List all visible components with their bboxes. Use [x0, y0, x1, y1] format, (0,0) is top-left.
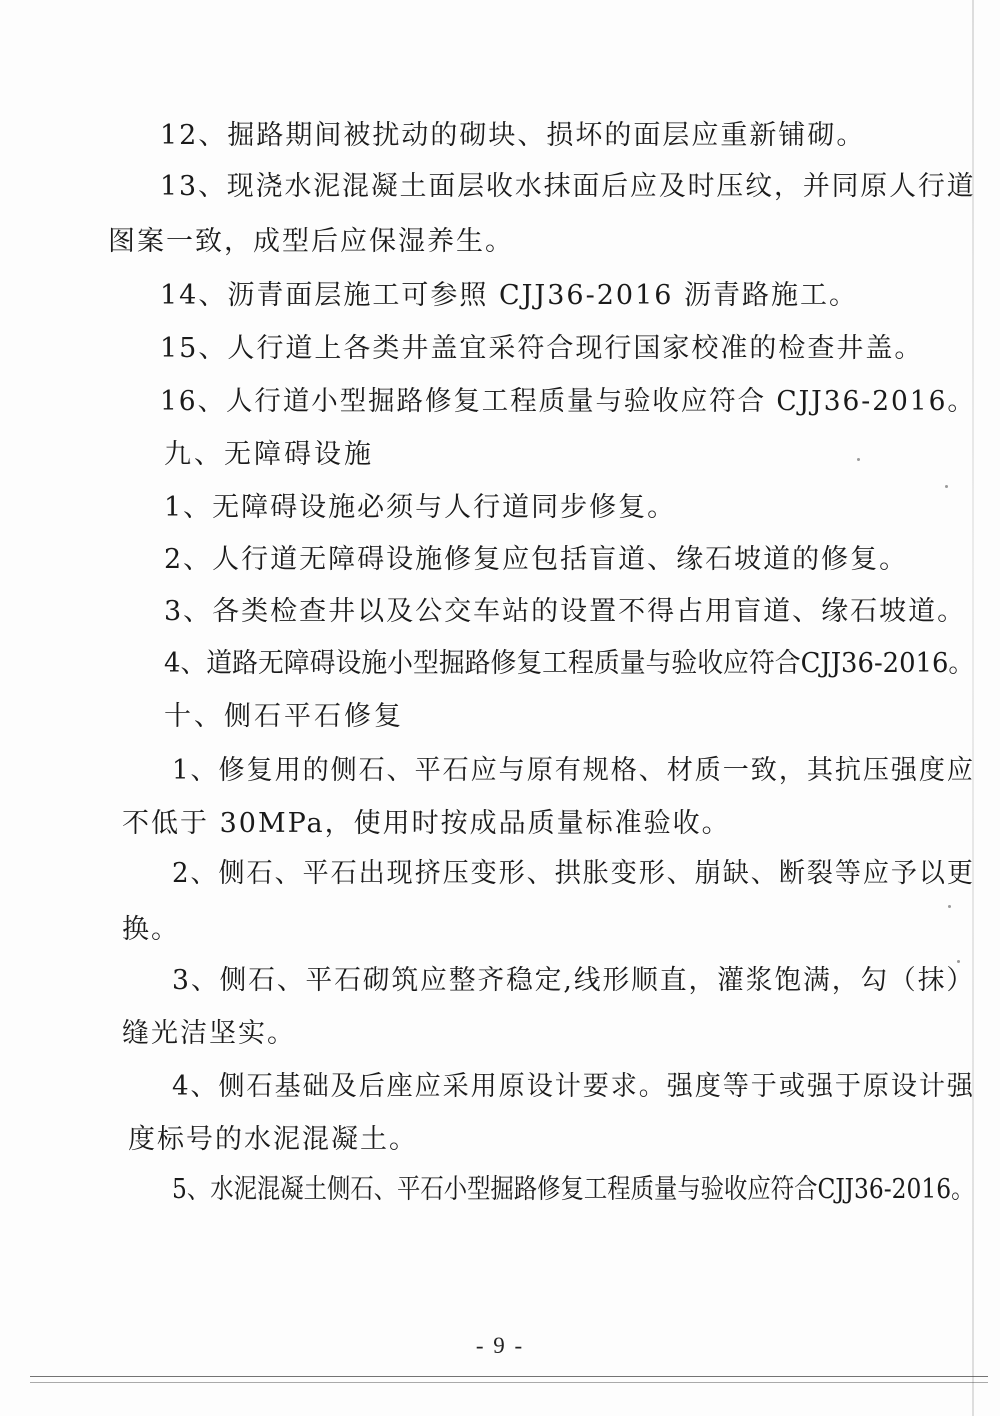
text-line: 图案一致，成型后应保湿养生。	[108, 226, 514, 257]
text-line: 15、人行道上各类井盖宜采符合现行国家校准的检查井盖。	[160, 333, 924, 364]
text-line: 1、修复用的侧石、平石应与原有规格、材质一致，其抗压强度应	[172, 755, 975, 786]
text-line: 5、水泥混凝土侧石、平石小型掘路修复工程质量与验收应符合CJJ36-2016。	[172, 1174, 975, 1205]
text-line: 换。	[122, 914, 180, 945]
text-line: 12、掘路期间被扰动的砌块、损坏的面层应重新铺砌。	[160, 120, 866, 151]
text-line: 3、侧石、平石砌筑应整齐稳定,线形顺直，灌浆饱满，勾（抹）	[172, 965, 976, 996]
text-line: 16、人行道小型掘路修复工程质量与验收应符合 CJJ36-2016。	[160, 386, 976, 417]
footer-rule	[30, 1376, 988, 1377]
text-line: 1、无障碍设施必须与人行道同步修复。	[164, 492, 677, 523]
text-line: 2、人行道无障碍设施修复应包括盲道、缘石坡道的修复。	[164, 544, 909, 575]
text-line: 4、道路无障碍设施小型掘路修复工程质量与验收应符合CJJ36-2016。	[164, 648, 975, 679]
text-line: 2、侧石、平石出现挤压变形、拱胀变形、崩缺、断裂等应予以更	[172, 858, 975, 889]
text-line: 不低于 30MPa，使用时按成品质量标准验收。	[122, 808, 731, 839]
scan-speck	[945, 485, 948, 488]
section-heading: 十、侧石平石修复	[164, 701, 404, 732]
footer-rule	[30, 1382, 988, 1383]
scan-speck	[948, 905, 951, 908]
section-heading: 九、无障碍设施	[164, 439, 374, 470]
text-line: 14、沥青面层施工可参照 CJJ36-2016 沥青路施工。	[160, 280, 859, 311]
scan-speck	[957, 960, 960, 963]
text-line: 缝光洁坚实。	[122, 1018, 296, 1049]
scan-speck	[857, 458, 860, 461]
text-line: 度标号的水泥混凝土。	[128, 1124, 418, 1155]
text-line: 3、各类检查井以及公交车站的设置不得占用盲道、缘石坡道。	[164, 596, 967, 627]
text-line: 4、侧石基础及后座应采用原设计要求。强度等于或强于原设计强	[172, 1071, 975, 1102]
text-line: 13、现浇水泥混凝土面层收水抹面后应及时压纹，并同原人行道	[160, 171, 976, 202]
page-number: - 9 -	[475, 1333, 525, 1358]
